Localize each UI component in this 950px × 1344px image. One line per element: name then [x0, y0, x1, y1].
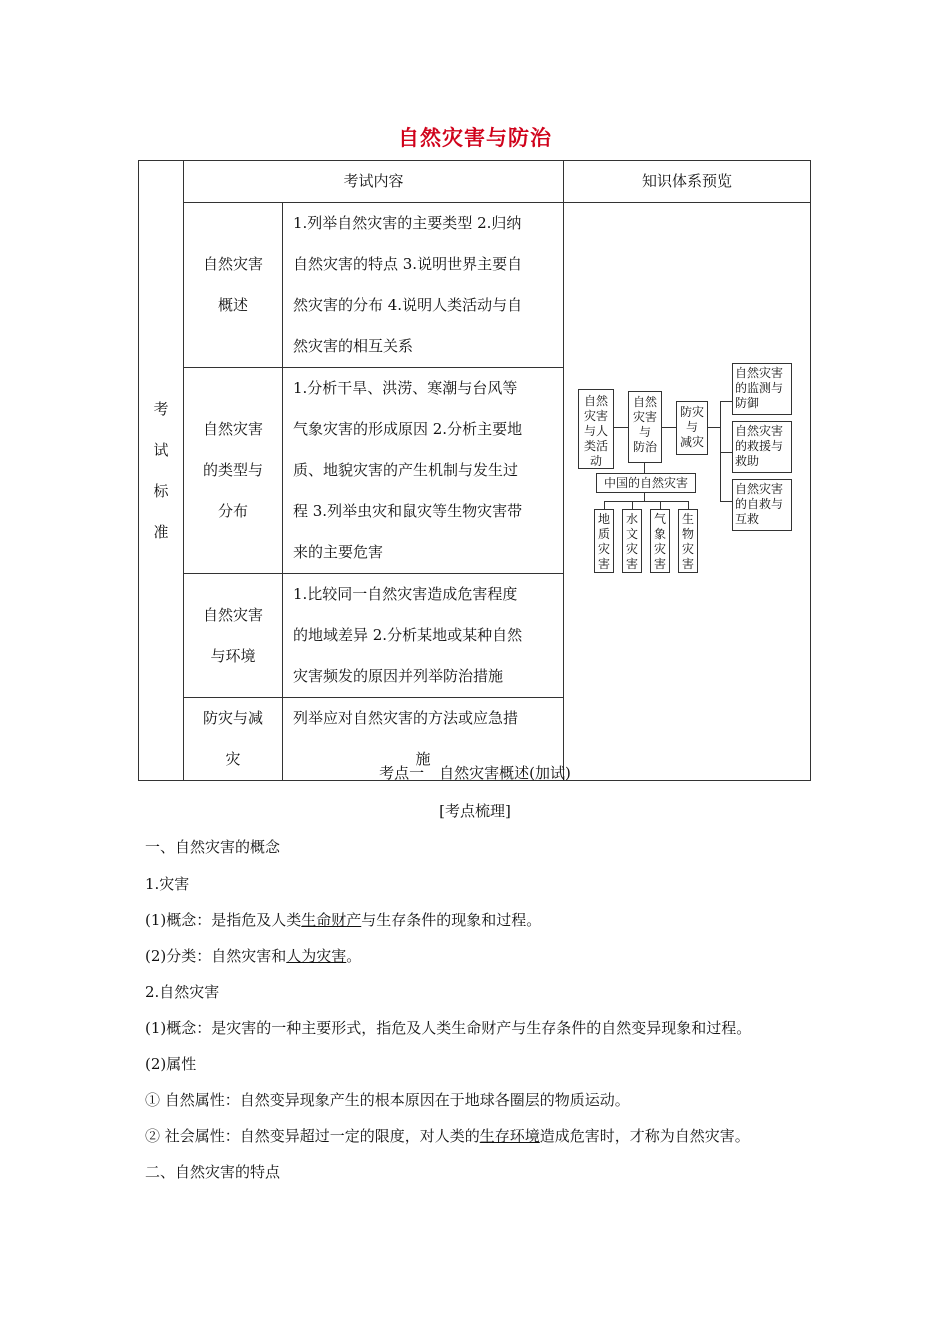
paragraph: (2)分类：自然灾害和人为灾害。 [145, 947, 362, 965]
paragraph: ② 社会属性：自然变异超过一定的限度，对人类的生存环境造成危害时，才称为自然灾害。 [145, 1127, 750, 1145]
side-label-char: 试 [153, 440, 169, 459]
side-label-char: 标 [153, 481, 169, 500]
box-prevention: 防灾 与 减灾 [676, 401, 708, 455]
content-cell: 列举应对自然灾害的方法或应急措 施 [283, 698, 564, 781]
box-biological: 生 物 灾 害 [678, 509, 698, 573]
section-subheading: [考点梳理] [439, 802, 511, 820]
content-cell: 1.分析干旱、洪涝、寒潮与台风等 气象灾害的形成原因 2.分析主要地 质、地貌灾害的产生机制与发生过 程 3.列举虫灾和鼠灾等生物灾害带 来的主要危害 [283, 368, 564, 574]
topic-cell: 自然灾害 概述 [184, 203, 283, 368]
item-heading: 2.自然灾害 [145, 983, 220, 1001]
box-hydrological: 水 文 灾 害 [622, 509, 642, 573]
knowledge-diagram [578, 366, 818, 611]
side-label [139, 161, 184, 781]
paragraph: (1)概念：是指危及人类生命财产与生存条件的现象和过程。 [145, 911, 542, 929]
underlined-term: 生存环境 [479, 1127, 540, 1145]
box-monitoring: 自然灾害 的监测与 防御 [732, 363, 792, 415]
section-title: 一、自然灾害的概念 [145, 838, 281, 856]
header-exam-content: 考试内容 [184, 161, 564, 203]
topic-cell: 防灾与减 灾 [184, 698, 283, 781]
underlined-term: 人为灾害 [286, 947, 347, 965]
section-heading: 考点一 自然灾害概述(加试) [379, 764, 571, 782]
topic-cell: 自然灾害 的类型与 分布 [184, 368, 283, 574]
box-self-rescue: 自然灾害 的自救与 互救 [732, 479, 792, 531]
topic-cell: 自然灾害 与环境 [184, 574, 283, 698]
box-china-disasters: 中国的自然灾害 [596, 473, 696, 493]
content-cell: 1.比较同一自然灾害造成危害程度 的地域差异 2.分析某地或某种自然 灾害频发的原因并列举防治措施 [283, 574, 564, 698]
page-title: 自然灾害与防治 [398, 126, 552, 150]
item-heading: 1.灾害 [145, 875, 190, 893]
exam-standard-table [138, 160, 811, 781]
paragraph: ① 自然属性：自然变异现象产生的根本原因在于地球各圈层的物质运动。 [145, 1091, 630, 1109]
box-human-activity: 自然 灾害与人 类活动 [578, 389, 614, 469]
side-label-char: 准 [153, 522, 169, 541]
header-knowledge-map: 知识体系预览 [564, 161, 811, 203]
section-title: 二、自然灾害的特点 [145, 1163, 281, 1181]
knowledge-map-cell [564, 203, 811, 781]
paragraph: (2)属性 [145, 1055, 197, 1073]
paragraph: (1)概念：是灾害的一种主要形式，指危及人类生命财产与生存条件的自然变异现象和过程。 [145, 1019, 752, 1037]
box-rescue: 自然灾害 的救援与 救助 [732, 421, 792, 473]
underlined-term: 生命财产 [301, 911, 362, 929]
box-geological: 地 质 灾 害 [594, 509, 614, 573]
side-label-char: 考 [153, 399, 169, 418]
box-center: 自然 灾害 与 防治 [628, 391, 662, 463]
box-meteorological: 气 象 灾 害 [650, 509, 670, 573]
content-cell: 1.列举自然灾害的主要类型 2.归纳 自然灾害的特点 3.说明世界主要自 然灾害的分布 4.说明人类活动与自 然灾害的相互关系 [283, 203, 564, 368]
